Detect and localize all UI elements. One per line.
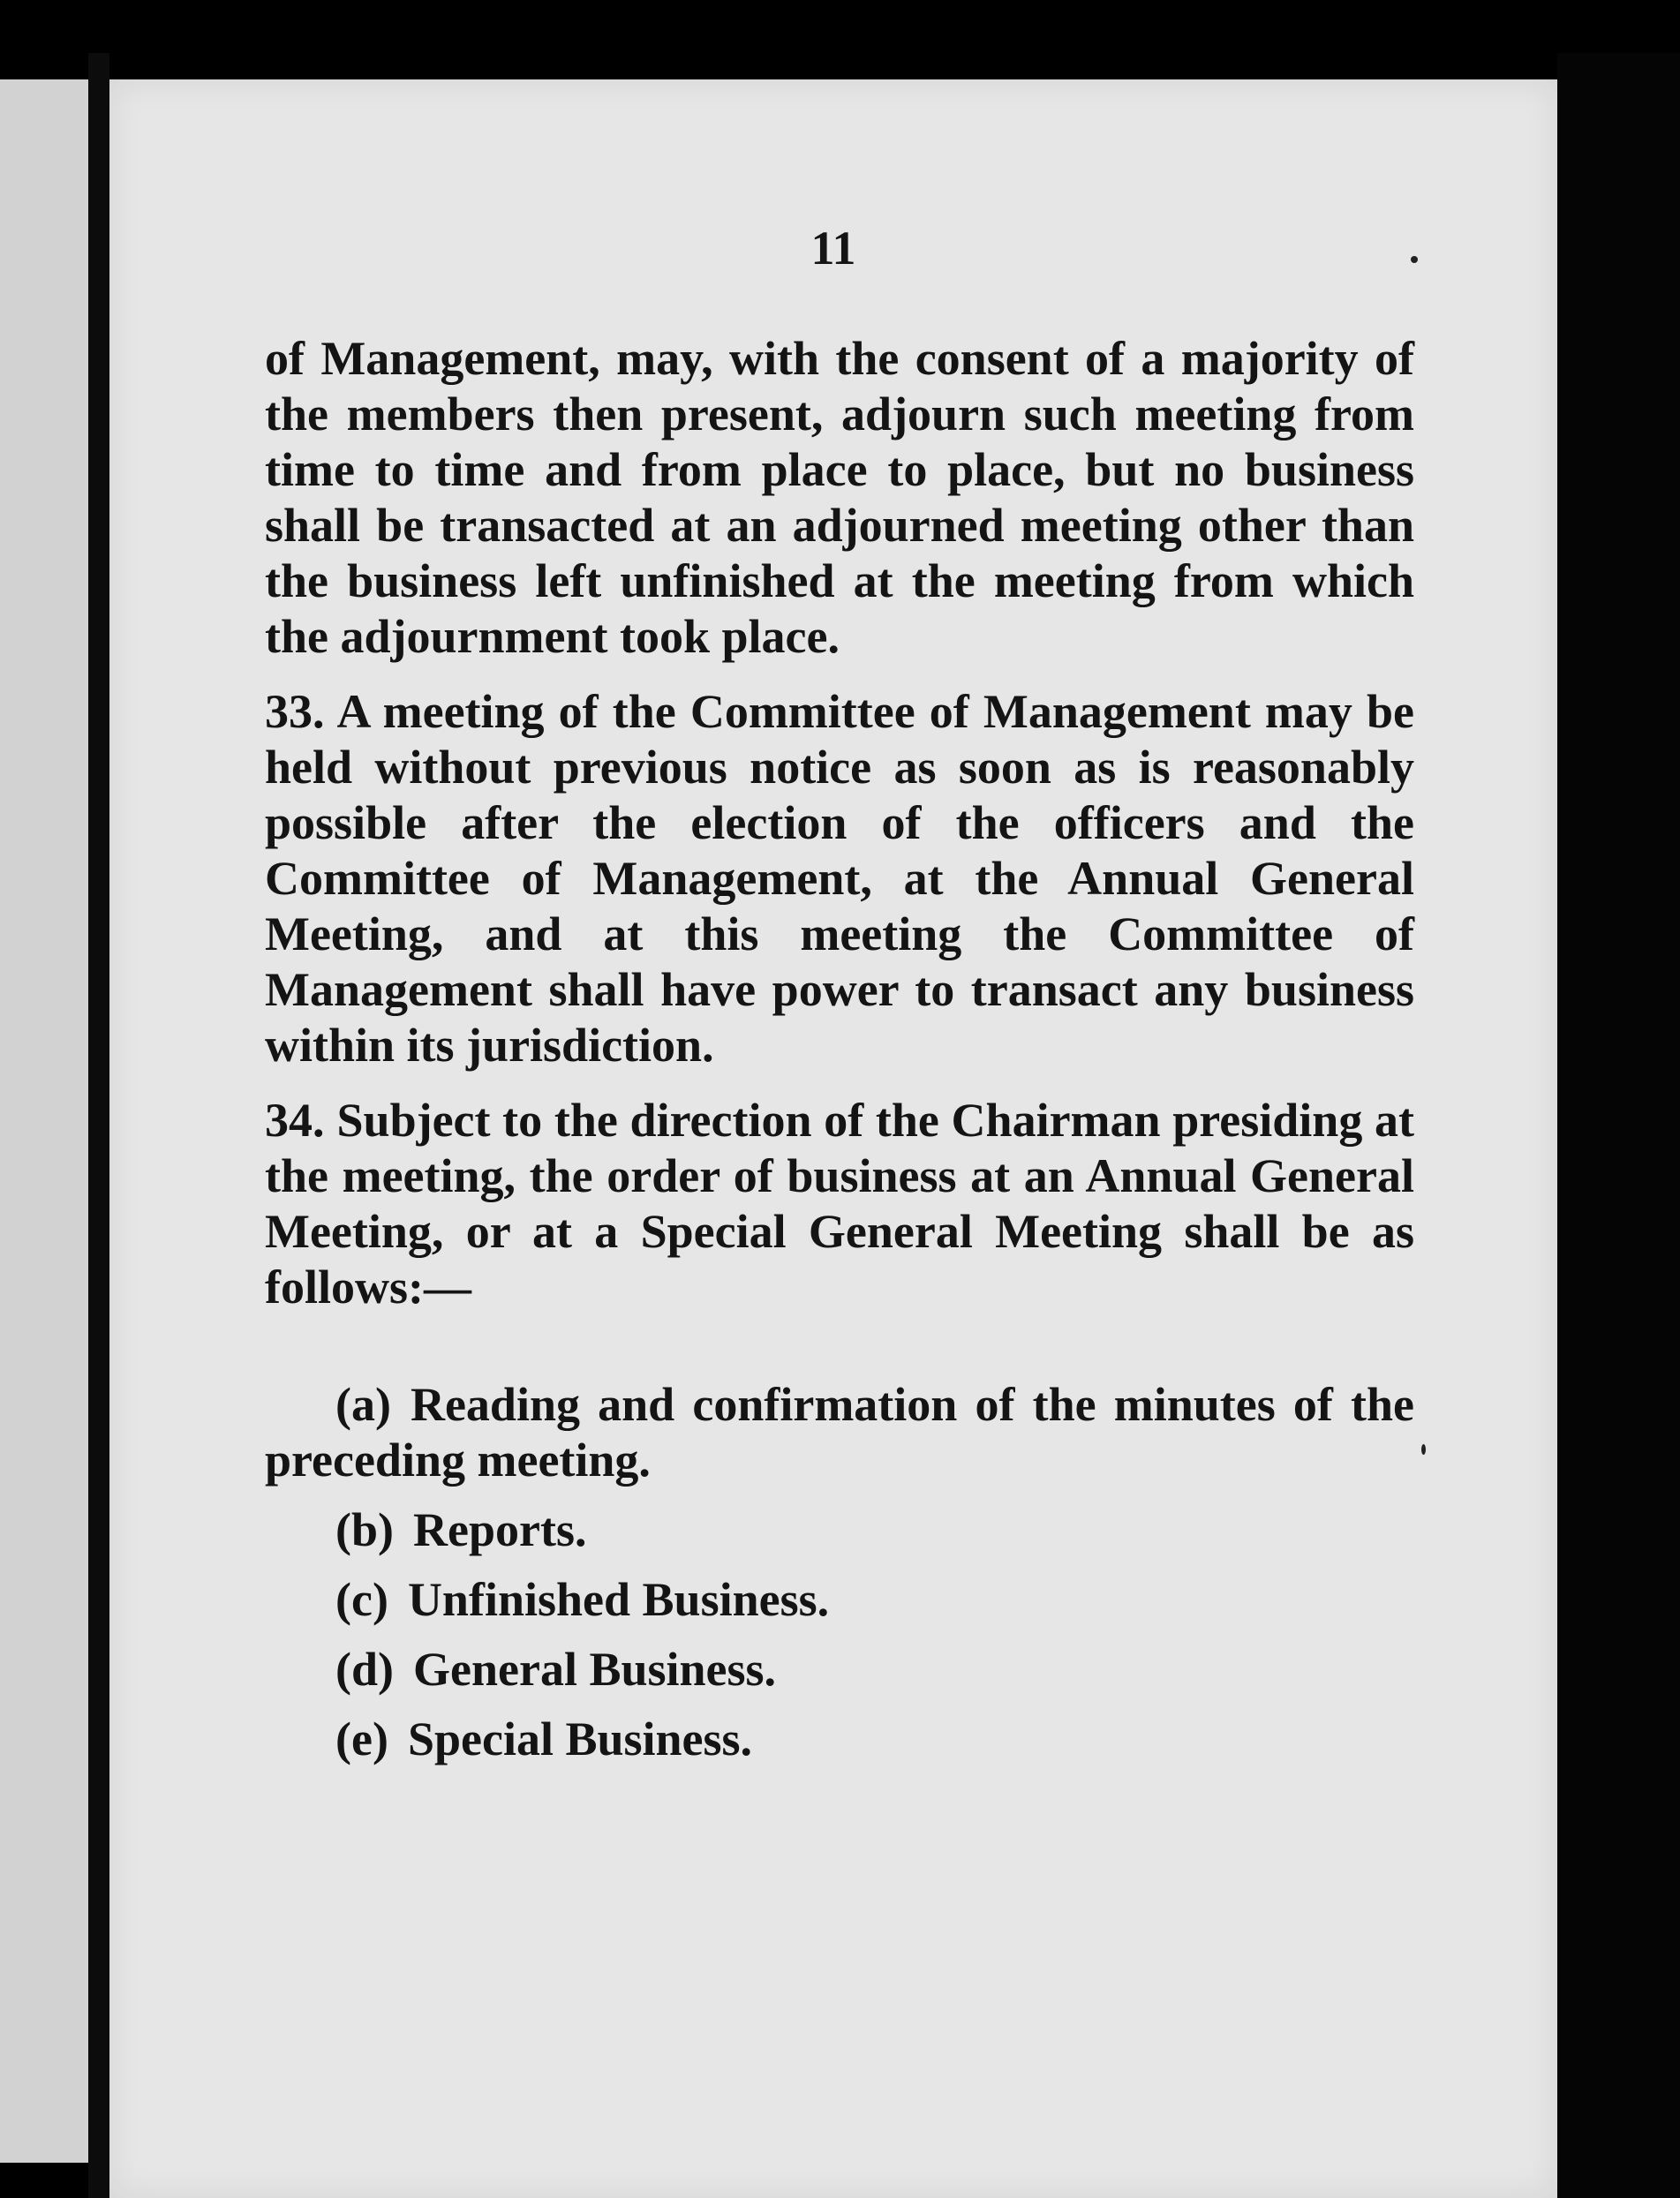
section-33 <box>265 684 1414 1073</box>
list-item <box>265 1502 1414 1558</box>
document-body <box>265 331 1414 1781</box>
list-item <box>265 1642 1414 1697</box>
adjacent-page-edge <box>0 79 88 2163</box>
continuation-paragraph: of Management, may, with the consent of a majority of the members then present, adjourn such meeting from time to time and from place to place, but no business shall be transacted at an adjourned meeting other than the business left unfinished at the meeting from which the adjournment took place. <box>265 332 1414 663</box>
list-item-label: (e) <box>335 1712 388 1765</box>
list-item <box>265 1712 1414 1767</box>
page-number: 11 <box>810 222 856 275</box>
section-text: A meeting of the Committee of Management may be held without previous notice as soon as is reasonably possible after the election of the officers and the Committee of Management, at the Annual General Meeting, and at this meeting the Committee of Management shall have power to transact any business within its jurisdiction. <box>265 685 1414 1072</box>
order-of-business-list <box>265 1377 1414 1767</box>
list-item-text: Special Business. <box>407 1712 753 1765</box>
scan-speck <box>1411 256 1418 263</box>
list-item-label: (a) <box>335 1378 391 1431</box>
list-item-text: Unfinished Business. <box>407 1573 830 1626</box>
section-text: Subject to the direction of the Chairman presiding at the meeting, the order of business at an Annual General Meeting, or at a Special General Meeting shall be as follows:— <box>265 1094 1414 1314</box>
list-item <box>265 1377 1414 1488</box>
section-number: 34. <box>265 1094 325 1147</box>
list-item-text: Reports. <box>413 1503 587 1556</box>
scan-border <box>1557 53 1680 2198</box>
list-item-text: General Business. <box>413 1643 777 1696</box>
section-34 <box>265 1093 1414 1315</box>
list-item-text: Reading and confirmation of the minutes of the preceding meeting. <box>265 1378 1414 1487</box>
scan-speck <box>1421 1444 1426 1455</box>
section-number: 33. <box>265 685 325 738</box>
document-page <box>109 79 1557 2198</box>
binding-gutter <box>88 53 109 2198</box>
list-item-label: (b) <box>335 1503 394 1556</box>
list-item <box>265 1572 1414 1628</box>
list-item-label: (d) <box>335 1643 394 1696</box>
list-item-label: (c) <box>335 1573 388 1626</box>
